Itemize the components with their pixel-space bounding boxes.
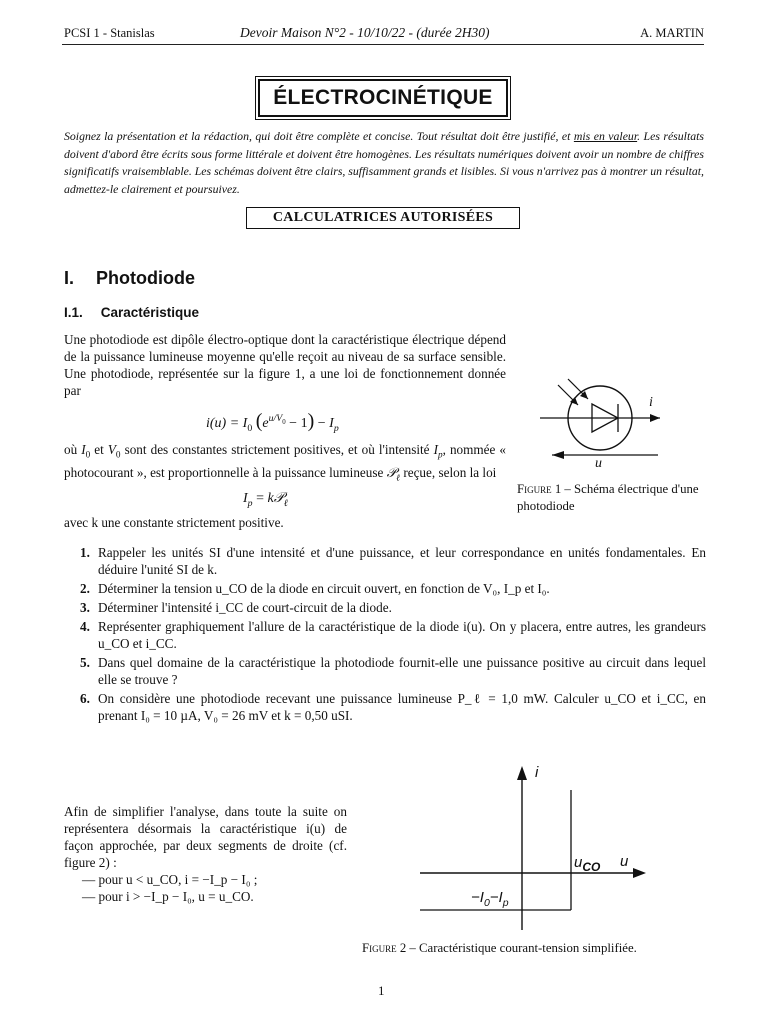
header-rule xyxy=(62,44,704,45)
para2-c: , nommée « photocourant », est proportionnelle à la puissance lumineuse xyxy=(64,442,506,480)
paragraph-k: avec k une constante strictement positive. xyxy=(64,515,284,530)
question-item xyxy=(64,654,706,688)
question-list xyxy=(64,544,706,726)
figure1-label-u: u xyxy=(595,456,602,471)
subsection-number: I.1. xyxy=(64,305,83,320)
paragraph-constants: où $I_0$ et $V_0$ sont des constantes strictement positives, et où l'intensité $I_p$, nommée « photocourant », est proportionnelle à la puissance lumineuse 𝒫$_\ell$ reçue, selon la loi xyxy=(64,442,506,483)
paragraph-simplification-text: Afin de simplifier l'analyse, dans toute la suite on représentera désormais la caractéristique i(u) de façon approchée, par deux segments de droite (cf. figure 2) : xyxy=(64,804,347,870)
question-number: 1. xyxy=(80,545,90,560)
question-text: Déterminer l'intensité i_CC de court-circuit de la diode. xyxy=(98,600,392,615)
figure2-label-level xyxy=(471,889,509,909)
question-item xyxy=(64,544,706,578)
bullet-item: — pour u < u_CO, i = −I_p − I₀ ; xyxy=(82,872,258,887)
figure2-label-level-sub0: 0 xyxy=(483,897,490,909)
figure2-label-i: i xyxy=(535,764,539,781)
question-item xyxy=(64,580,706,597)
question-text: Dans quel domaine de la caractéristique la photodiode fournit-elle une puissance positive au circuit dans lequel elle se trouve ? xyxy=(98,655,706,687)
figure1-caption-text: – Schéma électrique d'une photodiode xyxy=(517,482,699,513)
question-number: 3. xyxy=(80,600,90,615)
paragraph-intro-photodiode: Une photodiode est dipôle électro-optique dont la caractéristique électrique dépend de la puissance lumineuse moyenne qu'elle reçoit au niveau de sa surface sensible. Une photodiode, représentée sur la figure 1, a une loi de fonctionnement donnée par xyxy=(64,332,506,398)
figure1-label-i: i xyxy=(649,395,653,410)
para2-d: reçue, selon la loi xyxy=(400,464,497,480)
para2-b: sont des constantes strictement positives, et où l'intensité xyxy=(120,442,434,457)
question-item xyxy=(64,599,706,616)
section-heading xyxy=(64,268,195,289)
question-number: 2. xyxy=(80,581,90,596)
header-center: Devoir Maison N°2 - 10/10/22 - (durée 2H30) xyxy=(240,25,490,40)
subsection-title: Caractéristique xyxy=(100,305,200,320)
intro-underlined: mis en valeur xyxy=(573,129,638,143)
page-title: ÉLECTROCINÉTIQUE xyxy=(258,79,508,117)
equation-photocurrent: $I_p$ = k𝒫$_\ell$ xyxy=(243,491,288,509)
figure2-characteristic-plot xyxy=(400,760,650,935)
figure1-caption xyxy=(517,481,707,515)
figure1-caption-label: Figure 1 xyxy=(517,482,562,496)
section-title: Photodiode xyxy=(96,268,195,288)
question-text: On considère une photodiode recevant une puissance lumineuse P_ℓ = 1,0 mW. Calculer u_CO et i_CC, en prenant I₀ = 10 µA, V₀ = 26 mV et k = 0,50 uSI. xyxy=(98,691,706,723)
question-text: Déterminer la tension u_CO de la diode en circuit ouvert, en fonction de V₀, I_p et I₀. xyxy=(98,581,550,596)
calculators-box: CALCULATRICES AUTORISÉES xyxy=(246,207,520,229)
para2-a: où xyxy=(64,442,82,457)
header-right: A. MARTIN xyxy=(640,26,704,40)
question-text: Représenter graphiquement l'allure de la caractéristique de la diode i(u). On y placera, entre autres, les grandeurs u_CO et i_CC. xyxy=(98,619,706,651)
bullet-item: — pour i > −I_p − I₀, u = u_CO. xyxy=(82,889,254,904)
question-item xyxy=(64,690,706,724)
figure2-label-u: u xyxy=(620,853,629,870)
figure1-photodiode-schematic xyxy=(540,377,690,477)
figure2-label-uco xyxy=(574,854,600,874)
figure2-caption-label: Figure 2 xyxy=(362,941,407,955)
paragraph-simplification xyxy=(64,803,347,905)
figure2-label-level-a: −I xyxy=(471,889,484,906)
section-number: I. xyxy=(64,268,75,288)
figure2-label-level-subp: p xyxy=(502,897,509,909)
intro-paragraph xyxy=(64,128,704,198)
header-left: PCSI 1 - Stanislas xyxy=(64,26,155,40)
question-number: 5. xyxy=(80,655,90,670)
question-number: 4. xyxy=(80,619,90,634)
intro-part1: Soignez la présentation et la rédaction, qui doit être complète et concise. Tout résultat doit être justifié, et xyxy=(64,129,574,143)
intro-part2: . Les résultats doivent d'abord être écrits sous forme littérale et doivent être homogènes. Les résultats numériques doivent avoir un nombre de chiffres significatifs vraisemblable. Les schémas doivent être clairs, suffisamment grands et lisibles. Si vous n'arrivez pas à montrer un résultat, admettez-le clairement et poursuivez. xyxy=(64,129,704,196)
subsection-heading xyxy=(64,305,199,320)
figure2-caption xyxy=(362,941,637,956)
figure2-caption-text: – Caractéristique courant-tension simplifiée. xyxy=(406,941,637,955)
figure2-label-uco-sub: CO xyxy=(582,860,601,874)
question-item xyxy=(64,618,706,652)
question-text: Rappeler les unités SI d'une intensité et d'une puissance, et leur correspondance en unités fondamentales. En déduire l'unité SI de k. xyxy=(98,545,706,577)
page-number: 1 xyxy=(378,983,385,998)
figure2-label-uco-base: u xyxy=(574,854,583,871)
question-number: 6. xyxy=(80,691,90,706)
figure2-label-level-b: −I xyxy=(489,889,503,906)
equation-diode-law: $i(u) = I_0$ $(e^{u/V_0} - 1) - I_p$ xyxy=(206,410,339,434)
